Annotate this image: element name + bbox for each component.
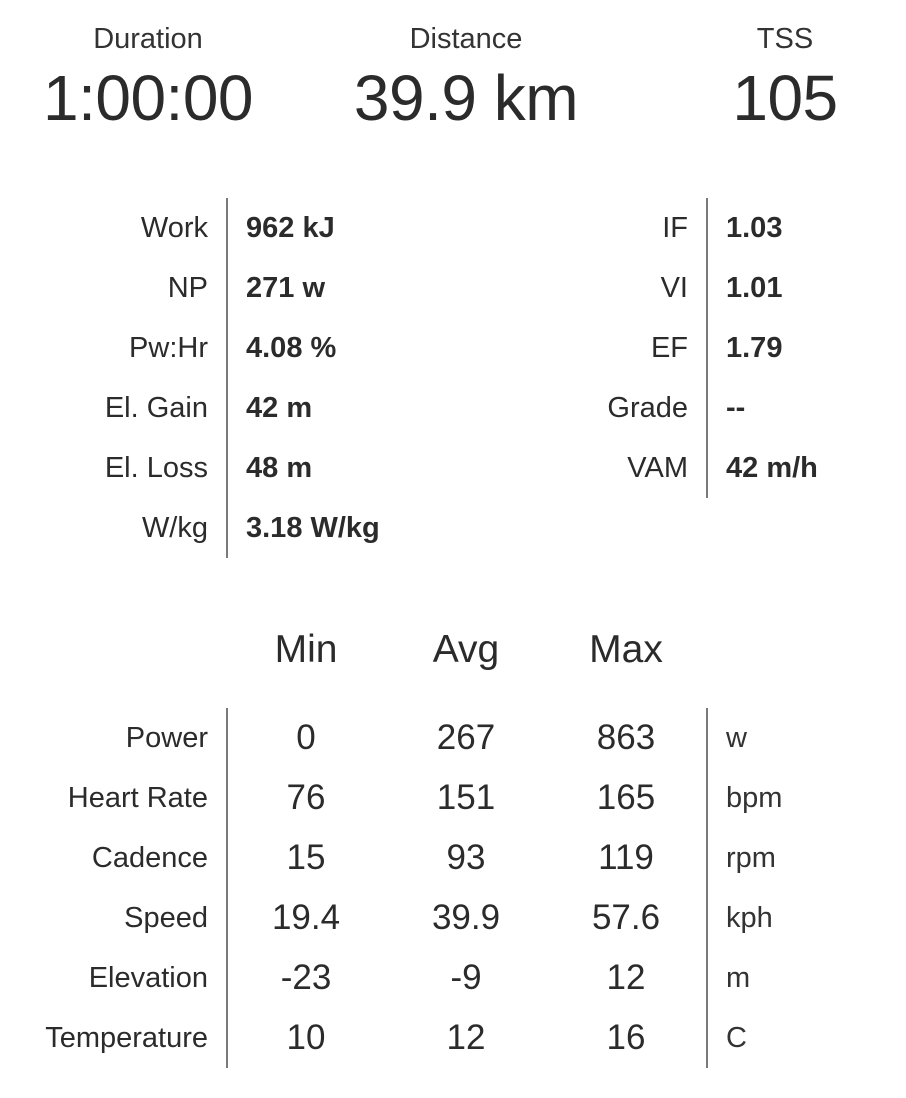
metric-label: Pw:Hr — [129, 332, 208, 364]
column-header-max: Max — [589, 628, 663, 671]
metric-label: El. Gain — [104, 392, 208, 424]
row-label: Temperature — [45, 1022, 208, 1054]
table-row — [0, 828, 906, 888]
metric-value: 1.79 — [726, 332, 783, 364]
metric-row-vi — [480, 258, 906, 318]
min-value: -23 — [280, 958, 332, 997]
column-header-min: Min — [274, 628, 338, 671]
metric-label: VI — [660, 272, 688, 304]
metric-value: 42 m/h — [726, 452, 818, 484]
table-row — [0, 1008, 906, 1068]
row-label: Heart Rate — [67, 782, 208, 814]
duration-label: Duration — [93, 23, 203, 55]
metric-value: 3.18 W/kg — [246, 512, 380, 544]
metric-row-wkg — [0, 498, 480, 558]
metric-value: 42 m — [246, 392, 313, 424]
metric-row-ef — [480, 318, 906, 378]
min-value: 19.4 — [271, 898, 341, 937]
metric-value: 48 m — [246, 452, 313, 484]
avg-value: 267 — [436, 718, 496, 757]
metric-label: El. Loss — [104, 452, 208, 484]
metric-row-vam — [480, 438, 906, 498]
max-value: 57.6 — [591, 898, 661, 937]
metric-value: 271 w — [246, 272, 325, 304]
metric-row-pwhr — [0, 318, 480, 378]
metric-label: IF — [662, 212, 688, 244]
metric-label: W/kg — [141, 512, 208, 544]
max-value: 863 — [596, 718, 656, 757]
table-row — [0, 948, 906, 1008]
row-label: Power — [125, 722, 208, 754]
unit-label: rpm — [726, 842, 776, 874]
unit-label: bpm — [726, 782, 783, 814]
tss-summary — [700, 20, 870, 138]
metric-label: EF — [650, 332, 688, 364]
unit-label: C — [726, 1022, 747, 1054]
max-value: 119 — [598, 838, 654, 877]
metric-row-if — [480, 198, 906, 258]
metric-value: 1.03 — [726, 212, 783, 244]
column-header-avg: Avg — [432, 628, 500, 671]
distance-summary — [326, 20, 606, 138]
table-row — [0, 708, 906, 768]
metric-row-work — [0, 198, 480, 258]
min-value: 15 — [286, 838, 326, 877]
metric-label: NP — [167, 272, 208, 304]
row-label: Speed — [124, 902, 208, 934]
table-row — [0, 888, 906, 948]
distance-value: 39.9 km — [353, 62, 579, 134]
metric-row-grade — [480, 378, 906, 438]
distance-label: Distance — [409, 23, 523, 55]
row-label: Elevation — [88, 962, 208, 994]
metric-value: 4.08 % — [246, 332, 337, 364]
row-label: Cadence — [91, 842, 208, 874]
unit-label: m — [726, 962, 751, 994]
min-value: 76 — [286, 778, 326, 817]
metric-label: Grade — [607, 392, 688, 424]
avg-value: -9 — [450, 958, 482, 997]
metric-value: 962 kJ — [246, 212, 335, 244]
metric-label: Work — [140, 212, 208, 244]
metric-row-el-loss — [0, 438, 480, 498]
max-value: 16 — [606, 1018, 646, 1057]
tss-label: TSS — [756, 23, 814, 55]
unit-label: kph — [726, 902, 773, 934]
metric-value: -- — [726, 392, 746, 424]
avg-value: 39.9 — [431, 898, 501, 937]
min-value: 10 — [286, 1018, 326, 1057]
avg-value: 93 — [446, 838, 486, 877]
table-row — [0, 768, 906, 828]
duration-summary — [18, 20, 278, 138]
metric-value: 1.01 — [726, 272, 783, 304]
metric-row-el-gain — [0, 378, 480, 438]
max-value: 165 — [596, 778, 656, 817]
metric-row-np — [0, 258, 480, 318]
tss-value: 105 — [732, 62, 838, 134]
min-value: 0 — [296, 718, 316, 757]
metric-label: VAM — [627, 452, 688, 484]
max-value: 12 — [606, 958, 646, 997]
unit-label: w — [726, 722, 747, 754]
avg-value: 151 — [436, 778, 496, 817]
avg-value: 12 — [446, 1018, 486, 1057]
duration-value: 1:00:00 — [42, 62, 254, 134]
